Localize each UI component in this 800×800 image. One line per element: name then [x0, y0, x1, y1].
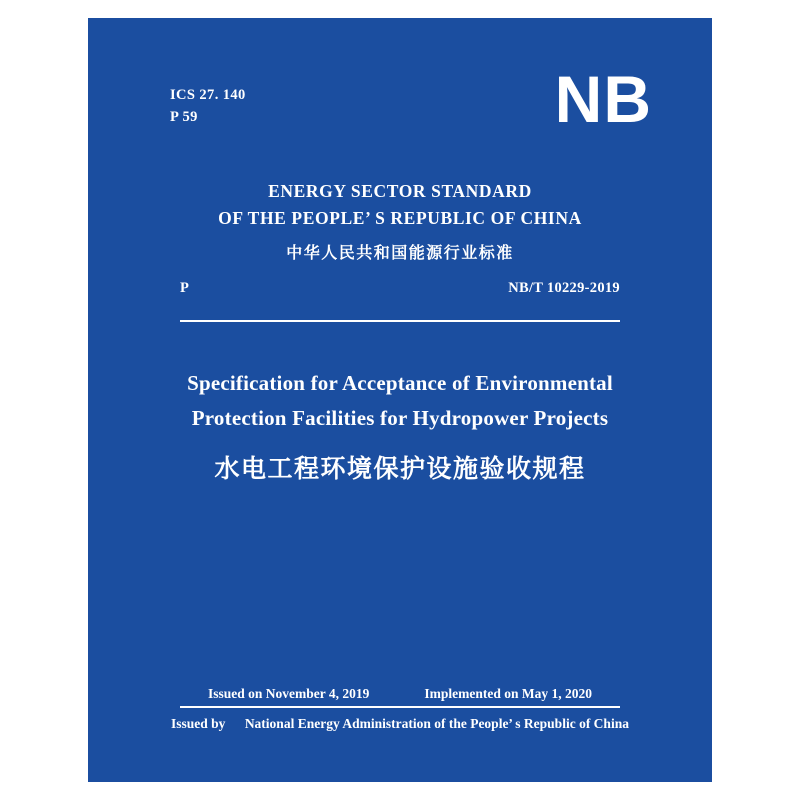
organization-line-2: OF THE PEOPLE’ S REPUBLIC OF CHINA	[218, 208, 582, 229]
issued-date: Issued on November 4, 2019	[208, 686, 370, 701]
standard-title	[148, 366, 652, 485]
divider-bottom	[180, 706, 620, 708]
divider-top	[180, 320, 620, 322]
standard-cover	[88, 18, 712, 782]
issuer-row	[88, 716, 712, 732]
issuer-name: National Energy Administration of the People’ s Republic of China	[244, 716, 629, 731]
ics-block	[170, 84, 246, 129]
category-code: P 59	[170, 109, 198, 126]
title-chinese: 水电工程环境保护设施验收规程	[214, 454, 586, 484]
title-english-line-1: Specification for Acceptance of Environmental	[187, 371, 613, 395]
ics-code: ICS 27. 140	[170, 87, 246, 103]
implemented-date: Implemented on May 1, 2020	[424, 686, 592, 701]
title-english-line-2: Protection Facilities for Hydropower Projects	[191, 405, 609, 430]
issuer-label: Issued by	[171, 716, 226, 731]
classification-letter: P	[180, 280, 189, 296]
dates-row	[208, 686, 592, 702]
standard-code-row	[180, 280, 620, 297]
issuing-organization	[88, 178, 712, 263]
nb-logo: NB	[554, 62, 652, 136]
standard-number: NB/T 10229-2019	[508, 280, 620, 296]
organization-line-1: ENERGY SECTOR STANDARD	[268, 181, 532, 201]
organization-chinese: 中华人民共和国能源行业标准	[286, 243, 514, 263]
